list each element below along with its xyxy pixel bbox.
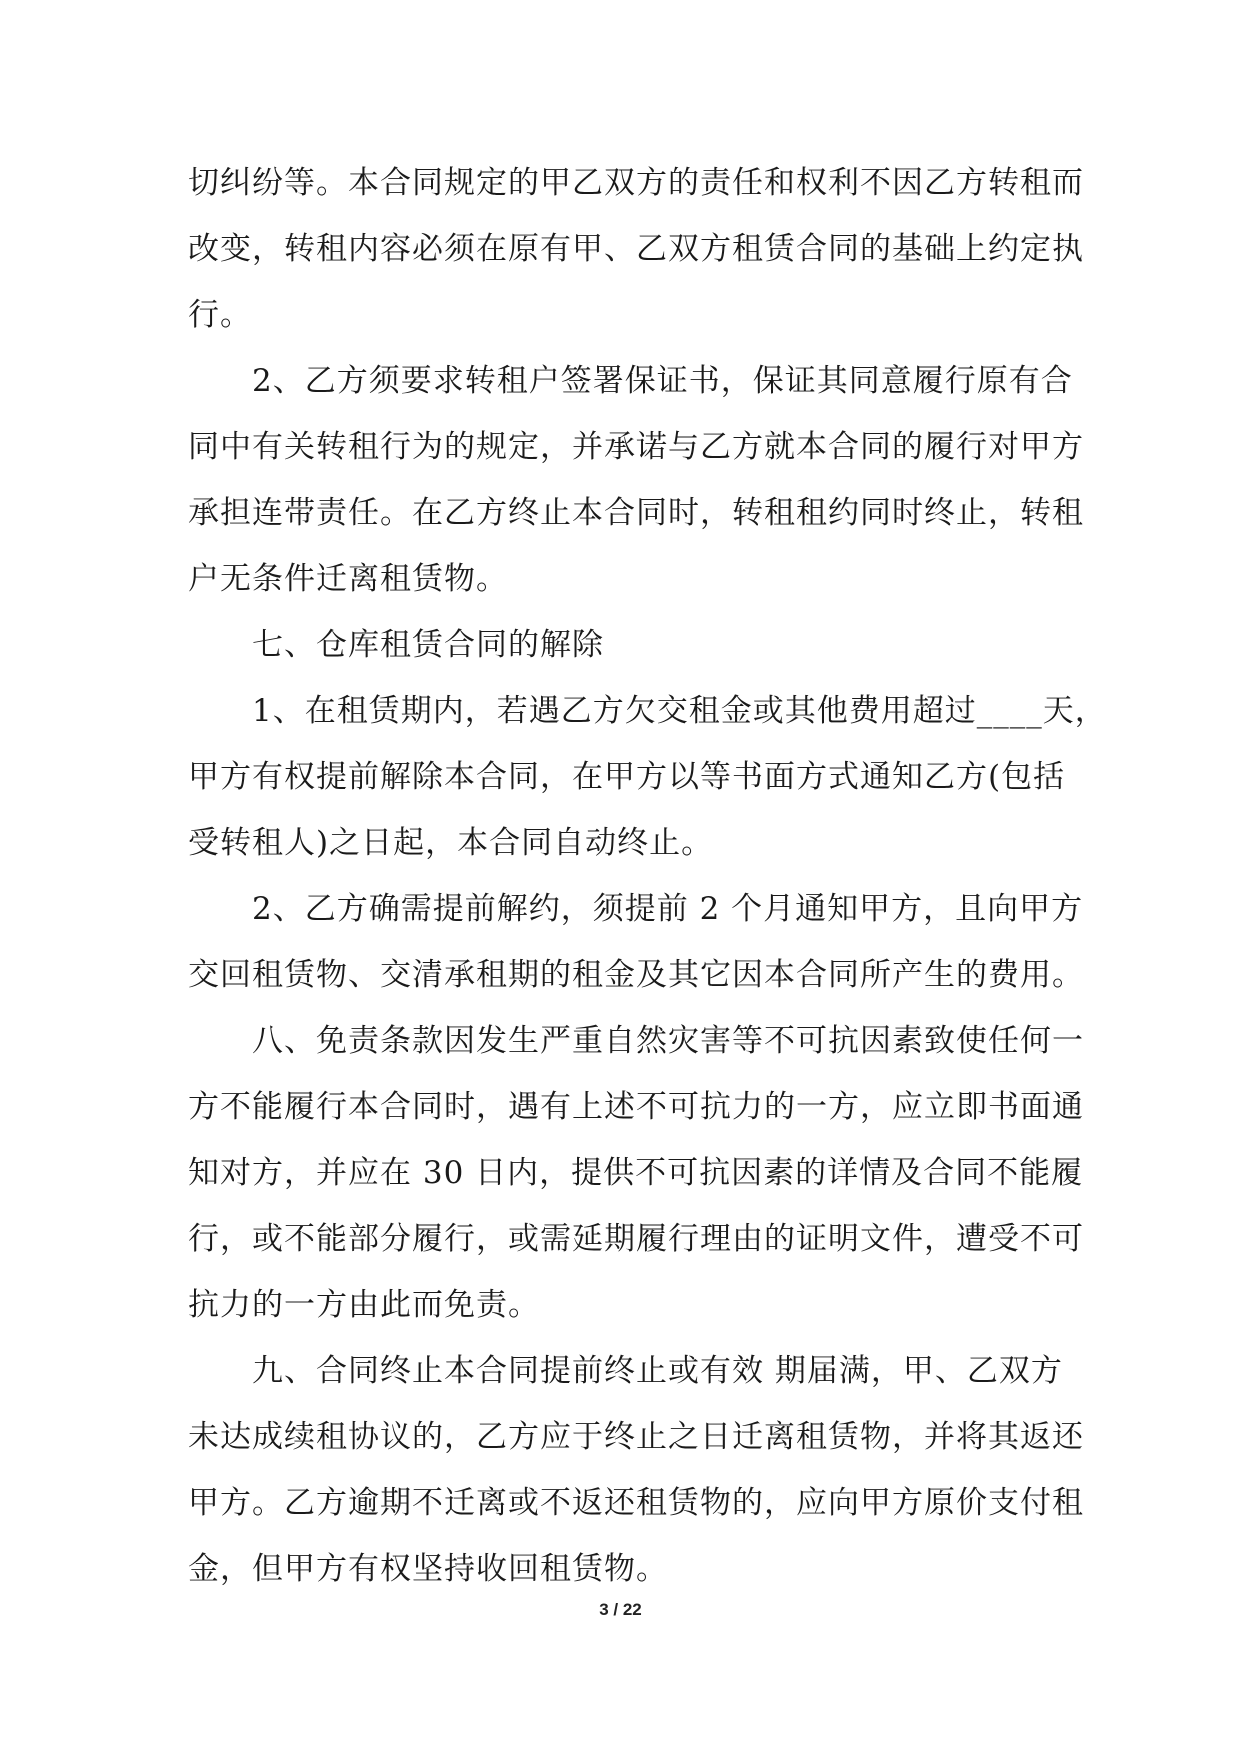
text-line: 切纠纷等。本合同规定的甲乙双方的责任和权利不因乙方转租而 bbox=[188, 165, 1084, 201]
text-line: 金，但甲方有权坚持收回租赁物。 bbox=[188, 1551, 668, 1587]
text-line: 九、合同终止本合同提前终止或有效 期届满，甲、乙双方 bbox=[188, 1353, 1063, 1389]
paragraph-sublease-guarantee bbox=[188, 348, 1084, 612]
text-line: 1、在租赁期内，若遇乙方欠交租金或其他费用超过____天， bbox=[188, 693, 1107, 729]
paragraph-termination-arrears bbox=[188, 678, 1107, 876]
text-line: 方不能履行本合同时，遇有上述不可抗力的一方，应立即书面通 bbox=[188, 1089, 1084, 1125]
paragraph-sublease-change bbox=[188, 150, 1084, 348]
text-line: 行。 bbox=[188, 297, 252, 333]
text-line: 同中有关转租行为的规定，并承诺与乙方就本合同的履行对甲方 bbox=[188, 429, 1084, 465]
text-line: 七、仓库租赁合同的解除 bbox=[188, 627, 604, 663]
text-line: 八、免责条款因发生严重自然灾害等不可抗因素致使任何一 bbox=[188, 1023, 1084, 1059]
text-line: 交回租赁物、交清承租期的租金及其它因本合同所产生的费用。 bbox=[188, 957, 1084, 993]
text-line: 2、乙方确需提前解约，须提前 2 个月通知甲方，且向甲方 bbox=[188, 891, 1084, 927]
text-line: 抗力的一方由此而免责。 bbox=[188, 1287, 540, 1323]
text-line: 甲方有权提前解除本合同，在甲方以等书面方式通知乙方(包括 bbox=[188, 759, 1066, 795]
text-line: 受转租人)之日起，本合同自动终止。 bbox=[188, 825, 714, 861]
paragraph-force-majeure bbox=[188, 1008, 1084, 1338]
paragraph-early-termination bbox=[188, 876, 1084, 1008]
text-line: 改变，转租内容必须在原有甲、乙双方租赁合同的基础上约定执 bbox=[188, 231, 1084, 267]
text-line: 承担连带责任。在乙方终止本合同时，转租租约同时终止，转租 bbox=[188, 495, 1084, 531]
text-line: 行，或不能部分履行，或需延期履行理由的证明文件，遭受不可 bbox=[188, 1221, 1084, 1257]
text-line: 知对方，并应在 30 日内，提供不可抗因素的详情及合同不能履 bbox=[188, 1155, 1084, 1191]
text-line: 甲方。乙方逾期不迁离或不返还租赁物的，应向甲方原价支付租 bbox=[188, 1485, 1084, 1521]
page-number: 3 / 22 bbox=[599, 1600, 642, 1619]
paragraph-contract-expiry bbox=[188, 1338, 1084, 1602]
text-line: 未达成续租协议的，乙方应于终止之日迁离租赁物，并将其返还 bbox=[188, 1419, 1084, 1455]
text-line: 2、乙方须要求转租户签署保证书，保证其同意履行原有合 bbox=[188, 363, 1073, 399]
text-line: 户无条件迁离租赁物。 bbox=[188, 561, 508, 597]
section-heading-termination bbox=[188, 612, 1058, 678]
document-body bbox=[188, 150, 1107, 1602]
